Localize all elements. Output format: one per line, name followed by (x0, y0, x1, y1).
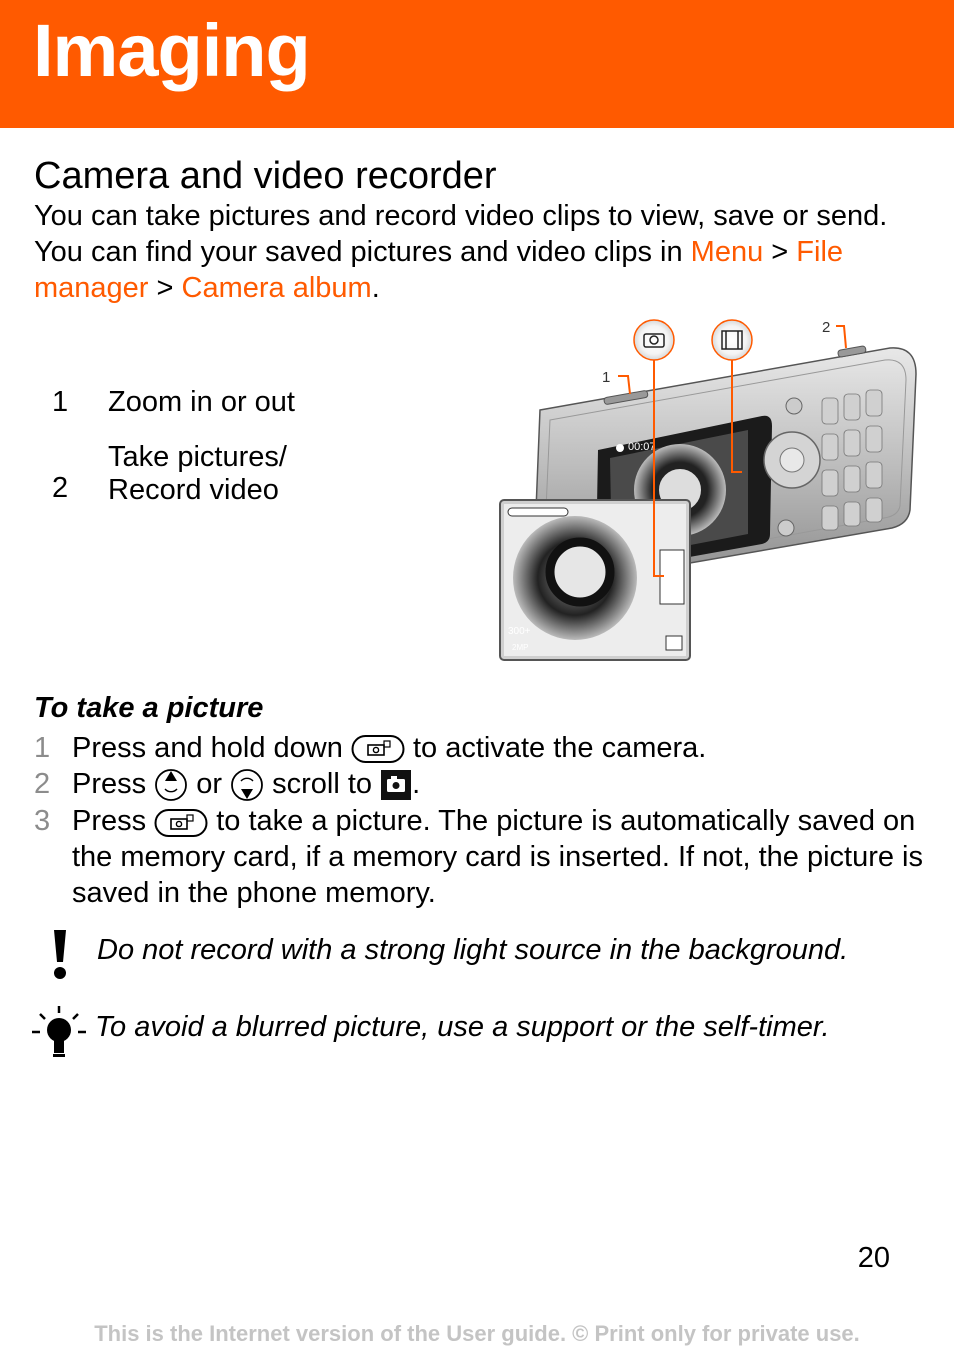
step-number: 1 (34, 732, 51, 764)
step-1 (34, 730, 924, 766)
path-separator: > (148, 272, 182, 304)
path-separator: > (763, 236, 797, 268)
legend-text-line2: Record video (108, 474, 279, 506)
step-text: Press and hold down (72, 732, 351, 764)
step-text: . (412, 768, 421, 800)
step-text: scroll to (264, 768, 381, 800)
tip-lightbulb-icon (30, 1004, 88, 1060)
step-2 (34, 766, 924, 803)
step-text: or (188, 768, 231, 800)
legend-text: Zoom in or out (108, 386, 295, 418)
step-number: 2 (34, 768, 51, 800)
screen-resolution: 2MP (512, 643, 529, 652)
camera-key-icon (351, 734, 405, 764)
section-title: Camera and video recorder (34, 155, 497, 197)
page-title: Imaging (33, 9, 310, 92)
camera-mode-icon (380, 769, 412, 801)
step-text: Press (72, 768, 155, 800)
file-manager-link[interactable]: File manager (34, 236, 844, 304)
camera-key-icon (154, 808, 208, 838)
step-text: Press (72, 805, 155, 838)
footer-notice: This is the Internet version of the User guide. © Print only for private use. (94, 1321, 860, 1346)
step-text: to take a picture. The picture is automatically saved on the memory card, if a memory card is inserted. If not, the picture is saved in the phone memory. (72, 805, 923, 910)
menu-link[interactable]: Menu (690, 236, 764, 268)
legend-number: 1 (52, 386, 69, 418)
period: . (371, 272, 380, 304)
screen-closeup (500, 500, 690, 660)
legend-number: 2 (52, 472, 69, 504)
phone-illustration (480, 310, 930, 670)
tip-note: To avoid a blurred picture, use a support or the self-timer. (95, 1011, 830, 1043)
navigation-down-icon (230, 767, 264, 803)
camera-mode-icon (634, 320, 674, 360)
warning-icon (50, 928, 70, 980)
procedure-steps (34, 730, 924, 911)
intro-paragraph (34, 198, 924, 306)
page-number: 20 (857, 1242, 890, 1274)
camera-album-link[interactable]: Camera album (181, 272, 372, 304)
warning-note: Do not record with a strong light source in the background. (97, 934, 849, 966)
step-text: to activate the camera. (404, 732, 707, 764)
title-banner (0, 0, 954, 128)
intro-text: You can take pictures and record video clips to view, save or send. You can find your saved pictures and video clips in (34, 200, 888, 268)
step-number: 3 (34, 805, 51, 838)
callout-number-2: 2 (822, 319, 831, 336)
legend-text-line1: Take pictures/ (108, 441, 287, 473)
navigation-up-icon (154, 767, 188, 803)
screen-count: 300+ (508, 626, 531, 637)
screen-timer: 00:07 (628, 441, 656, 453)
step-3 (34, 803, 924, 911)
procedure-title: To take a picture (34, 692, 264, 724)
callout-number-1: 1 (602, 369, 611, 386)
video-mode-icon (712, 320, 752, 360)
